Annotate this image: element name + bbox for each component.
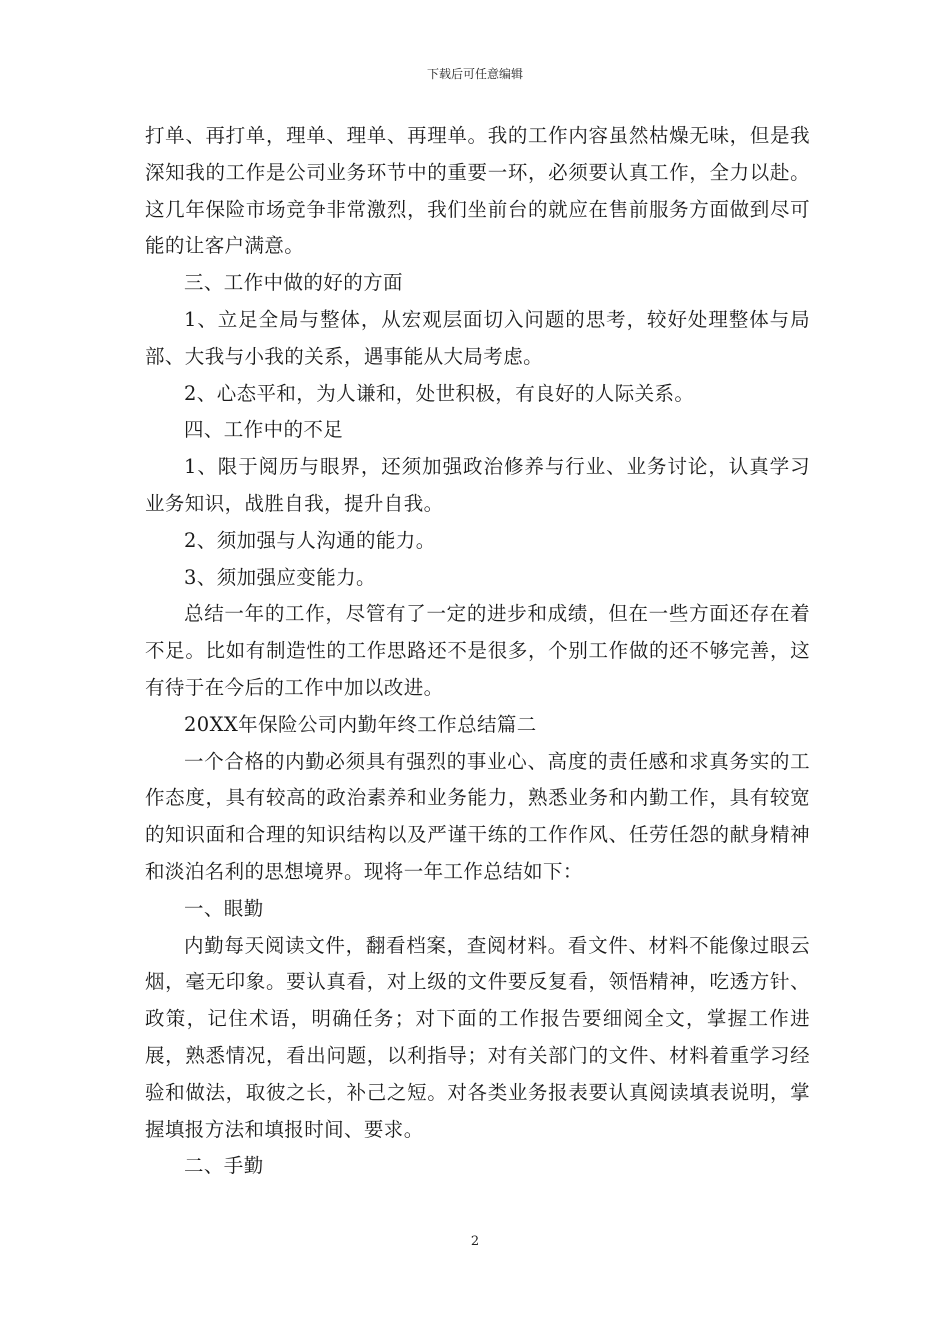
page-header-note: 下载后可任意编辑: [426, 67, 523, 81]
list-item: 2、须加强与人沟通的能力。: [184, 528, 436, 552]
body-paragraph: 一个合格的内勤必须具有强烈的事业心、高度的责任感和求真务实的工作态度，具有较高的政治素养和业务能力，熟悉业务和内勤工作，具有较宽的知识面和合理的知识结构以及严谨干练的工作作风、任劳任怨的献身精神和淡泊名利的思想境界。现将一年工作总结如下：: [145, 749, 810, 883]
section-heading: 一、眼勤: [184, 896, 264, 920]
list-item: 2、心态平和，为人谦和，处世积极，有良好的人际关系。: [184, 381, 695, 405]
list-item: 1、限于阅历与眼界，还须加强政治修养与行业、业务讨论，认真学习业务知识，战胜自我，提升自我。: [145, 455, 810, 515]
body-paragraph: 总结一年的工作，尽管有了一定的进步和成绩，但在一些方面还存在着不足。比如有制造性的工作思路还不是很多，个别工作做的还不够完善，这有待于在今后的工作中加以改进。: [145, 602, 810, 699]
section-heading: 三、工作中做的好的方面: [184, 271, 403, 295]
page-number: 2: [470, 1234, 480, 1249]
document-body: [145, 118, 810, 1185]
section-heading: 四、工作中的不足: [184, 418, 344, 442]
list-item: 3、须加强应变能力。: [184, 565, 376, 589]
article-title: 20XX年保险公司内勤年终工作总结篇二: [184, 712, 537, 736]
body-paragraph: 打单、再打单，理单、理单、再理单。我的工作内容虽然枯燥无味，但是我深知我的工作是公司业务环节中的重要一环，必须要认真工作，全力以赴。这几年保险市场竞争非常激烈，我们坐前台的就应在售前服务方面做到尽可能的让客户满意。: [145, 124, 810, 258]
section-heading: 二、手勤: [184, 1154, 264, 1178]
list-item: 1、立足全局与整体，从宏观层面切入问题的思考，较好处理整体与局部、大我与小我的关系，遇事能从大局考虑。: [145, 307, 810, 368]
body-paragraph: 内勤每天阅读文件，翻看档案，查阅材料。看文件、材料不能像过眼云烟，毫无印象。要认真看，对上级的文件要反复看，领悟精神，吃透方针、政策，记住术语，明确任务；对下面的工作报告要细阅全文，掌握工作进展，熟悉情况，看出问题，以利指导；对有关部门的文件、材料着重学习经验和做法，取彼之长，补己之短。对各类业务报表要认真阅读填表说明，掌握填报方法和填报时间、要求。: [145, 933, 810, 1141]
